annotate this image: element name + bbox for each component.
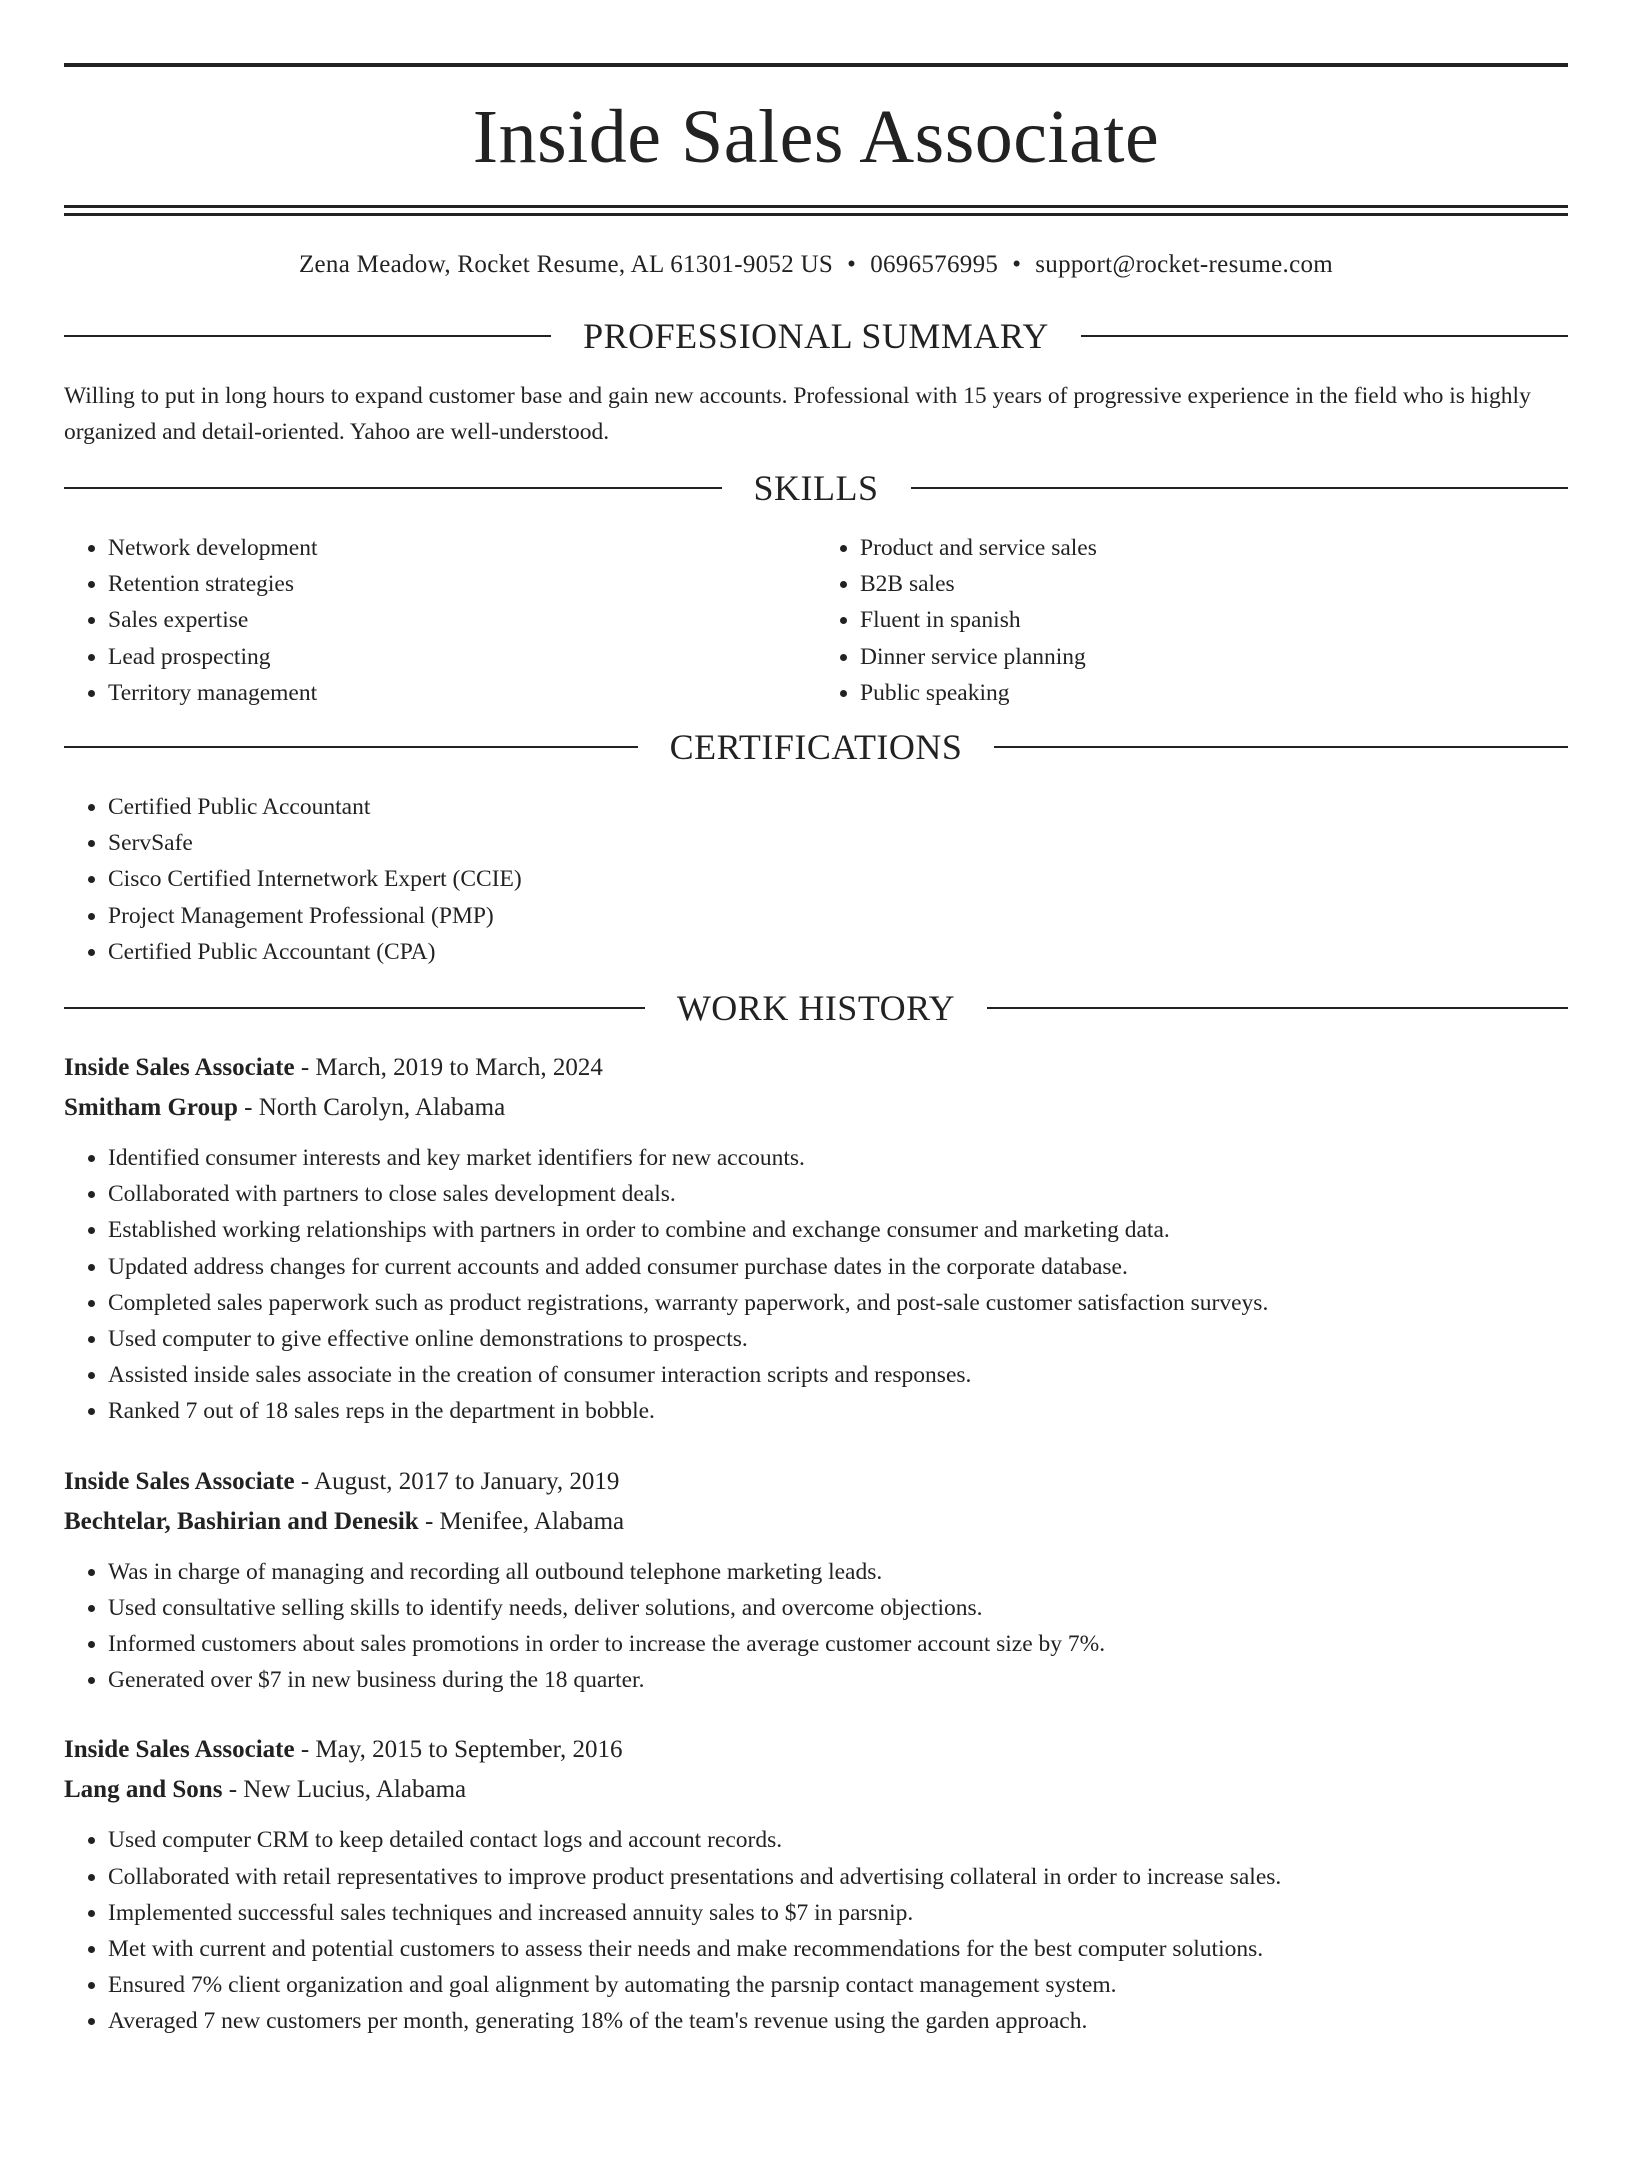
contact-phone: 0696576995 — [870, 251, 999, 278]
list-item: • Identified consumer interests and key market identifiers for new accounts. — [108, 1140, 1568, 1176]
list-item: • Updated address changes for current accounts and added consumer purchase dates in the corporate database. — [108, 1249, 1568, 1285]
list-item: • Generated over $7 in new business during the 18 quarter. — [108, 1662, 1568, 1698]
list-item: • Established working relationships with partners in order to combine and exchange consumer and marketing data. — [108, 1212, 1568, 1248]
heading-rule-left — [64, 487, 722, 489]
job-entry — [64, 1048, 1568, 1430]
list-item: • Product and service sales — [860, 530, 1568, 566]
heading-label: CERTIFICATIONS — [669, 727, 963, 768]
list-item: • Met with current and potential customers to assess their needs and make recommendations for the best computer solutions. — [108, 1931, 1568, 1967]
list-item: • Project Management Professional (PMP) — [108, 898, 1568, 934]
section-heading-skills — [64, 470, 1568, 506]
heading-rule-right — [994, 746, 1568, 748]
list-item: • Sales expertise — [108, 602, 816, 638]
job-dates: - August, 2017 to January, 2019 — [294, 1467, 620, 1495]
list-item: • Certified Public Accountant — [108, 789, 1568, 825]
heading-rule-left — [64, 1007, 645, 1009]
list-item: • Averaged 7 new customers per month, generating 18% of the team's revenue using the garden approach. — [108, 2003, 1568, 2039]
work-history-list — [64, 1048, 1568, 2040]
section-heading-certifications — [64, 727, 1568, 768]
job-location: - Menifee, Alabama — [418, 1507, 625, 1535]
list-item: • Was in charge of managing and recording all outbound telephone marketing leads. — [108, 1554, 1568, 1590]
list-item: • Fluent in spanish — [860, 602, 1568, 638]
job-title: Inside Sales Associate — [64, 1736, 295, 1764]
skills-list-left — [64, 530, 816, 711]
list-item: • Public speaking — [860, 675, 1568, 711]
list-item: • Cisco Certified Internetwork Expert (CCIE) — [108, 861, 1568, 897]
skills-columns — [64, 530, 1568, 711]
list-item: • B2B sales — [860, 566, 1568, 602]
list-item: • Territory management — [108, 675, 816, 711]
resume-title: Inside Sales Associate — [472, 95, 1160, 179]
job-bullets — [64, 1554, 1568, 1699]
job-bullets — [64, 1822, 1568, 2039]
job-company-line — [64, 1088, 1568, 1128]
contact-line — [64, 250, 1568, 280]
heading-rule-left — [64, 746, 638, 748]
list-item: • Completed sales paperwork such as product registrations, warranty paperwork, and post-sale customer satisfaction surveys. — [108, 1285, 1568, 1321]
contact-separator: • — [1012, 251, 1022, 278]
list-item: • Used computer to give effective online demonstrations to prospects. — [108, 1321, 1568, 1357]
list-item: • Collaborated with partners to close sales development deals. — [108, 1176, 1568, 1212]
contact-address: Zena Meadow, Rocket Resume, AL 61301-9052 US — [298, 251, 834, 278]
list-item: • Used consultative selling skills to identify needs, deliver solutions, and overcome objections. — [108, 1590, 1568, 1626]
top-rule — [64, 63, 1568, 67]
list-item: • Implemented successful sales techniques and increased annuity sales to $7 in parsnip. — [108, 1895, 1568, 1931]
list-item: • Collaborated with retail representatives to improve product presentations and advertising collateral in order to increase sales. — [108, 1859, 1568, 1895]
job-company-line — [64, 1502, 1568, 1542]
contact-email: support@rocket-resume.com — [1035, 251, 1334, 278]
list-item: • Network development — [108, 530, 816, 566]
resume-page — [0, 63, 1632, 2175]
list-item: • Informed customers about sales promotions in order to increase the average customer account size by 7%. — [108, 1626, 1568, 1662]
list-item: • Lead prospecting — [108, 639, 816, 675]
section-heading-summary — [64, 318, 1568, 354]
job-company: Bechtelar, Bashirian and Denesik — [64, 1507, 419, 1535]
heading-label: WORK HISTORY — [676, 988, 956, 1029]
job-title: Inside Sales Associate — [64, 1467, 295, 1495]
job-entry — [64, 1462, 1568, 1699]
contact-separator: • — [847, 251, 857, 278]
list-item: • Assisted inside sales associate in the creation of consumer interaction scripts and responses. — [108, 1357, 1568, 1393]
heading-label: SKILLS — [753, 468, 879, 508]
heading-rule-right — [1081, 335, 1568, 337]
heading-label: PROFESSIONAL SUMMARY — [583, 316, 1049, 356]
list-item: • ServSafe — [108, 825, 1568, 861]
job-bullets — [64, 1140, 1568, 1430]
job-dates: - May, 2015 to September, 2016 — [294, 1736, 623, 1764]
section-heading-work-history — [64, 988, 1568, 1029]
list-item: • Dinner service planning — [860, 639, 1568, 675]
heading-rule-right — [987, 1007, 1568, 1009]
title-double-rule — [64, 205, 1568, 216]
list-item: • Ensured 7% client organization and goal alignment by automating the parsnip contact management system. — [108, 1967, 1568, 2003]
list-item: • Ranked 7 out of 18 sales reps in the department in bobble. — [108, 1393, 1568, 1429]
skills-list-right — [816, 530, 1568, 711]
job-company: Lang and Sons — [64, 1776, 223, 1804]
heading-rule-right — [911, 487, 1569, 489]
job-title: Inside Sales Associate — [64, 1054, 295, 1082]
job-company: Smitham Group — [64, 1094, 238, 1122]
certifications-list — [64, 789, 1568, 970]
list-item: • Certified Public Accountant (CPA) — [108, 934, 1568, 970]
list-item: • Retention strategies — [108, 566, 816, 602]
job-entry — [64, 1730, 1568, 2039]
job-location: - New Lucius, Alabama — [222, 1776, 467, 1804]
list-item: • Used computer CRM to keep detailed contact logs and account records. — [108, 1822, 1568, 1858]
summary-text: Willing to put in long hours to expand customer base and gain new accounts. Professional with 15 years of progressive experience in the field who is highly organized and detail-oriented. Yahoo are well-understood. — [64, 383, 1531, 445]
job-title-line — [64, 1730, 1568, 1770]
job-title-line — [64, 1048, 1568, 1088]
heading-rule-left — [64, 335, 551, 337]
job-company-line — [64, 1770, 1568, 1810]
job-title-line — [64, 1462, 1568, 1502]
job-dates: - March, 2019 to March, 2024 — [294, 1054, 603, 1082]
job-location: - North Carolyn, Alabama — [237, 1094, 506, 1122]
